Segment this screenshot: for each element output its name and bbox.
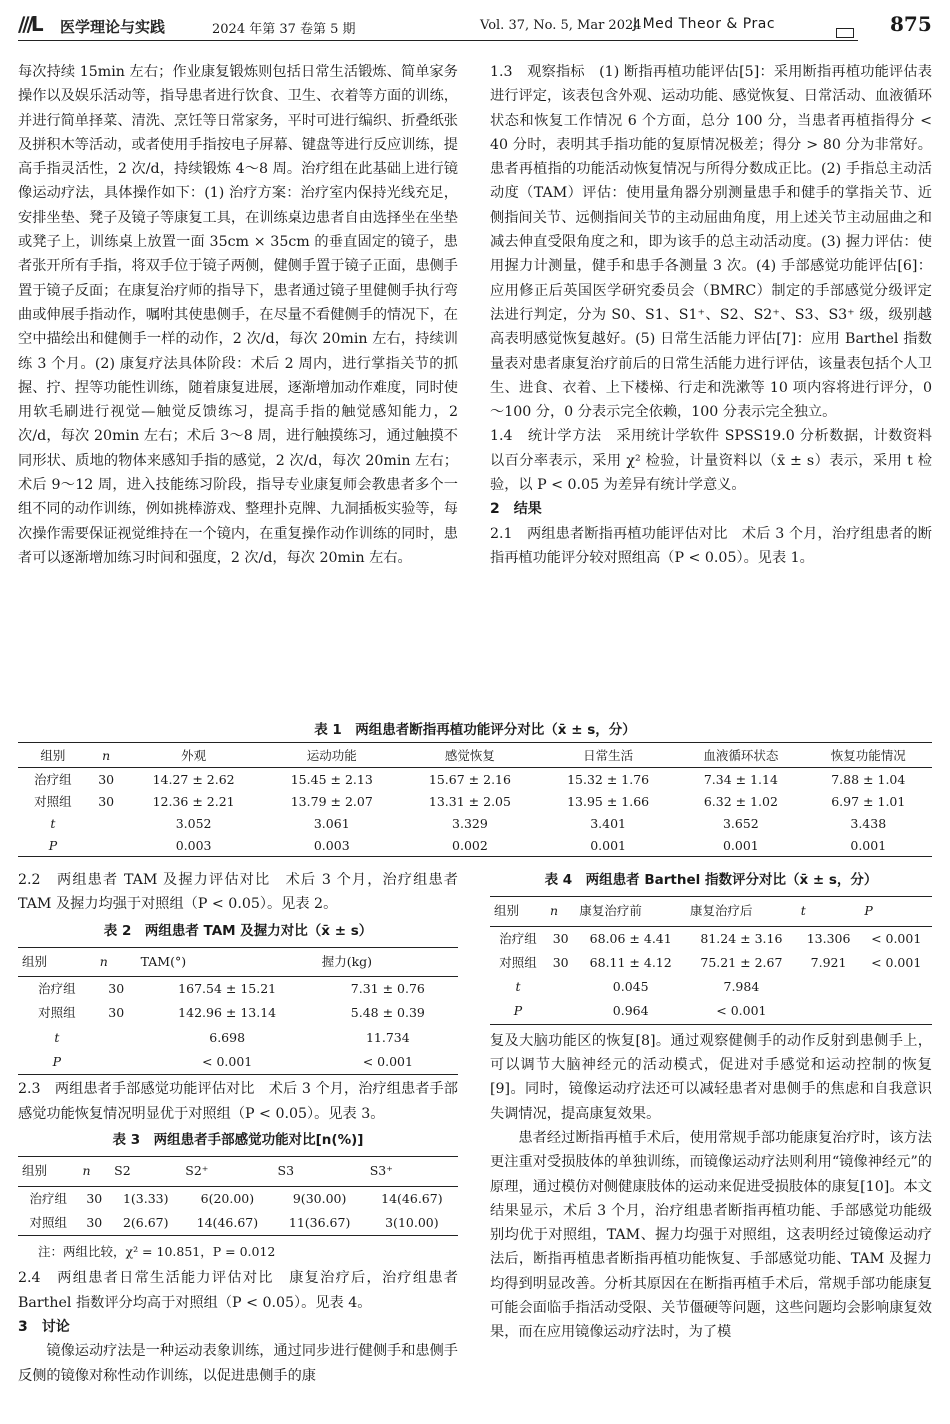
table-cell: t — [50, 815, 56, 831]
table-header-cell: n — [88, 743, 125, 768]
table-row — [490, 926, 932, 951]
table-4-grid — [490, 896, 932, 1024]
table-header-cell: 运动功能 — [263, 743, 401, 768]
table-header-cell: 组别 — [490, 897, 546, 926]
table-cell: 11(36.67) — [274, 1211, 366, 1236]
table-cell: 治疗组 — [34, 772, 72, 787]
table-row — [18, 1186, 458, 1211]
table-cell: 13.31 ± 2.05 — [428, 793, 511, 809]
discussion-paragraph-2: 患者经过断指再植手术后，使用常规手部功能康复治疗时，该方法更注重对受损肢体的单独训练，而镜像运动疗法则利用“镜像神经元”的原理，通过模仿对侧健康肢体的运动来促进受损肢体的康复[10]。本文结果显示，术后 3 个月，治疗组患者断指再植功能、手部感觉功能级别均优于对照组，TAM、握力均强于对照组，这表明经过镜像运动疗法后，断指再植患者断指再植功能恢复、手部感觉功能、TAM 及握力均得到明显改善。分析其原因在在断指再植手术后，常规手部功能康复可能会面临手指活动受限、关节僵硬等问题，这些问题均会影响康复效果，而在应用镜像运动疗法时，为了模 — [490, 1129, 932, 1341]
table-cell: 对照组 — [34, 794, 72, 809]
table-2-caption: 表 2 两组患者 TAM 及握力对比（x̄ ± s） — [103, 922, 373, 939]
table-cell: 15.67 ± 2.16 — [428, 771, 511, 787]
table-1-grid — [18, 742, 932, 857]
table-header-cell: 恢复功能情况 — [805, 743, 932, 768]
table-3-note: 注：两组比较，χ² = 10.851，P = 0.012 — [38, 1244, 276, 1260]
table-cell: 13.306 — [806, 930, 851, 946]
table-header-cell: S2⁺ — [181, 1157, 273, 1186]
table-cell: 0.003 — [263, 834, 401, 857]
table-cell: 12.36 ± 2.21 — [152, 793, 235, 809]
table-row — [18, 812, 932, 834]
page-header — [0, 0, 950, 50]
table-cell: 3.652 — [722, 815, 759, 831]
table-cell — [797, 975, 861, 999]
table-header-cell: P — [860, 897, 932, 926]
table-cell: 81.24 ± 3.16 — [700, 930, 783, 946]
table-cell: 3.329 — [452, 815, 488, 831]
table-cell: 0.964 — [575, 999, 686, 1024]
table-cell: 14(46.67) — [181, 1211, 273, 1236]
table-cell: 0.003 — [125, 834, 263, 857]
table-cell — [88, 834, 125, 857]
header-rule — [18, 40, 858, 41]
table-cell: 13.79 ± 2.07 — [290, 793, 373, 809]
table-header-cell: 组别 — [18, 1157, 78, 1186]
table-4-caption: 表 4 两组患者 Barthel 指数评分对比（x̄ ± s，分） — [544, 872, 878, 888]
table-cell: P — [18, 1050, 96, 1075]
table-cell: 30 — [108, 1005, 125, 1021]
method-paragraph: 每次持续 15min 左右；作业康复锻炼则包括日常生活锻炼、简单家务操作以及娱乐活动等，指导患者进行饮食、卫生、衣着等方面的训练，并进行简单择菜、清洗、烹饪等日常家务，平时可进行编织、折叠纸张及拼积木等活动，或者使用手指按电子屏幕、键盘等进行反应训练，提高手指灵活性，2 次/d，持续锻炼 4～8 周。治疗组在此基础上进行镜像运动疗法，具体操作如下：(1) 治疗方案：治疗室内保持光线充足，安排坐垫、凳子及镜子等康复工具，在训练桌边患者自由选择坐在坐垫或凳子上，训练桌上放置一面 35cm × 35cm 的垂直固定的镜子，患者张开所有手指，将双手位于镜子两侧，健侧手置于镜子正面，患侧手置于镜子反面；在康复治疗师的指导下，患者通过镜子里健侧手执行弯曲或伸展手指动作，嘱咐其使患侧手，在尽量不看健侧手的情况下，在空中描绘出和健侧手一样的动作，2 次/d，每次 20min 左右，持续训练 3 个月。(2) 康复疗法具体阶段：术后 2 周内，进行掌指关节的抓握、拧、捏等功能性训练，随着康复进展，逐渐增加动作难度，同时使用软毛刷进行视觉—触觉反馈练习，提高手指的触觉感知能力，2 次/d，每次 20min 左右；术后 3～8 周，进行触摸练习，通过触摸不同形状、质地的物体来感知手指的感觉，2 次/d，每次 20min 左右；术后 9～12 周，进入技能练习阶段，指导专业康复师会教患者多个一组不同的动作训练，例如挑棒游戏、整理扑克牌、九洞插板实验等，每次操作需要保证视觉维持在一个镜内，在重复操作动作训练的同时，患者可以逐渐增加练习时间和强度，2 次/d，每次 20min 左右。 — [18, 64, 458, 566]
table-header-cell: 康复治疗后 — [686, 897, 797, 926]
table-cell: 7.34 ± 1.14 — [703, 771, 778, 787]
table-cell: 30 — [552, 954, 569, 970]
table-cell: < 0.001 — [137, 1050, 318, 1075]
table-cell: 0.045 — [612, 979, 649, 995]
table-cell — [96, 1050, 137, 1075]
table-cell: P — [18, 834, 88, 857]
table-header-cell: TAM(°) — [137, 947, 318, 976]
table-3-grid — [18, 1156, 458, 1236]
table-row — [18, 768, 932, 791]
table-cell: 6.97 ± 1.01 — [831, 793, 906, 809]
table-row — [18, 1050, 458, 1075]
table-cell — [546, 999, 575, 1024]
table-row — [18, 1211, 458, 1236]
table-header-cell: 握力(kg) — [318, 947, 458, 976]
header-box-icon — [836, 28, 854, 38]
issue-info: 2024 年第 37 卷第 5 期 — [212, 22, 356, 37]
table-cell: 0.001 — [677, 834, 804, 857]
table-header-cell: 日常生活 — [539, 743, 677, 768]
table-row — [18, 1026, 458, 1050]
section-2-2: 2.2 两组患者 TAM 及握力评估对比 术后 3 个月，治疗组患者 TAM 及握力均强于对照组（P < 0.05）。见表 2。 — [18, 872, 458, 913]
table-cell: 3.061 — [313, 815, 350, 831]
table-row — [18, 1001, 458, 1025]
table-cell: 7.31 ± 0.76 — [350, 981, 425, 997]
table-cell: 30 — [78, 1211, 110, 1236]
table-1 — [18, 718, 932, 857]
table-row — [490, 951, 932, 975]
table-cell: 68.06 ± 4.41 — [589, 930, 672, 946]
table-header-cell: t — [797, 897, 861, 926]
table-cell: 3.052 — [175, 815, 212, 831]
table-row — [18, 977, 458, 1002]
table-header-cell: n — [546, 897, 575, 926]
right-column-bottom — [490, 868, 932, 1345]
table-cell: 7.88 ± 1.04 — [831, 771, 906, 787]
table-header-cell: 外观 — [125, 743, 263, 768]
table-cell: 15.45 ± 2.13 — [290, 771, 373, 787]
table-cell: 治疗组 — [29, 1190, 67, 1206]
table-cell: 对照组 — [18, 1211, 78, 1236]
table-row — [18, 790, 932, 812]
table-cell: 30 — [552, 930, 569, 946]
table-header-cell: n — [96, 947, 137, 976]
section-2-1: 2.1 两组患者断指再植功能评估对比 术后 3 个月，治疗组患者的断指再植功能评分较对照组高（P < 0.05）。见表 1。 — [490, 525, 932, 566]
section-1-4: 1.4 统计学方法 采用统计学软件 SPSS19.0 分析数据，计数资料以百分率表示，采用 χ² 检验，计量资料以（x̄ ± s）表示，采用 t 检验，以 P < 0.05 为差异有统计学意义。 — [490, 428, 932, 494]
table-cell: 7.921 — [810, 954, 847, 970]
table-3-caption: 表 3 两组患者手部感觉功能对比[n(%)] — [112, 1131, 364, 1148]
left-column-top — [18, 60, 458, 570]
table-2-grid — [18, 947, 458, 1075]
table-cell: 15.32 ± 1.76 — [567, 771, 650, 787]
table-cell: 167.54 ± 15.21 — [178, 981, 277, 997]
table-cell: P — [490, 999, 546, 1024]
table-header-cell: 康复治疗前 — [575, 897, 686, 926]
table-cell: 75.21 ± 2.67 — [700, 954, 783, 970]
table-cell: t — [54, 1029, 60, 1045]
section-2-4: 2.4 两组患者日常生活能力评估对比 康复治疗后，治疗组患者 Barthel 指数评分均高于对照组（P < 0.05）。见表 4。 — [18, 1270, 458, 1311]
table-cell: 治疗组 — [38, 981, 76, 997]
table-header-cell: S3⁺ — [366, 1157, 458, 1186]
table-cell: 6.32 ± 1.02 — [703, 793, 778, 809]
table-header-cell: 组别 — [18, 743, 88, 768]
table-cell: 68.11 ± 4.12 — [589, 954, 672, 970]
discussion-paragraph-continued: 复及大脑功能区的恢复[8]。通过观察健侧手的动作反射到患侧手上，可以调节大脑神经元的活动模式，促进对手感觉和运动控制的恢复[9]。同时，镜像运动疗法还可以减轻患者对患侧手的焦虑和自我意识失调情况，提高康复效果。 — [490, 1032, 932, 1122]
journal-logo-icon: ∕∕∕L — [18, 12, 41, 36]
table-cell: 14.27 ± 2.62 — [152, 771, 235, 787]
table-header-cell: S3 — [274, 1157, 366, 1186]
table-cell: 11.734 — [365, 1029, 410, 1045]
table-header-cell: 感觉恢复 — [401, 743, 539, 768]
table-cell: 3.438 — [850, 815, 887, 831]
table-1-caption: 表 1 两组患者断指再植功能评分对比（x̄ ± s，分） — [314, 722, 636, 738]
table-cell — [797, 999, 861, 1024]
table-row — [490, 975, 932, 999]
table-cell — [96, 1026, 137, 1050]
table-cell: 6(20.00) — [200, 1190, 255, 1206]
section-3-heading: 3 讨论 — [18, 1319, 70, 1336]
table-cell: 3(10.00) — [366, 1211, 458, 1236]
right-column-top — [490, 60, 932, 570]
section-2-heading: 2 结果 — [490, 501, 542, 518]
table-cell — [546, 975, 575, 999]
table-cell: 5.48 ± 0.39 — [350, 1005, 425, 1021]
table-cell: < 0.001 — [871, 954, 922, 970]
table-cell: 2(6.67) — [110, 1211, 181, 1236]
table-header-cell: n — [78, 1157, 110, 1186]
table-cell: 治疗组 — [499, 930, 537, 946]
table-cell: 0.002 — [401, 834, 539, 857]
table-cell: 对照组 — [499, 954, 537, 970]
journal-abbreviation: J Med Theor & Prac — [633, 16, 776, 32]
table-cell: 30 — [98, 771, 115, 787]
left-column-bottom — [18, 868, 458, 1388]
discussion-paragraph-1: 镜像运动疗法是一种运动表象训练，通过同步进行健侧手和患侧手反侧的镜像对称性动作训练，以促进患侧手的康 — [18, 1343, 458, 1384]
table-cell: 30 — [108, 981, 125, 997]
table-header-cell: 组别 — [18, 947, 96, 976]
table-cell: 3.401 — [590, 815, 626, 831]
table-cell: 7.984 — [723, 979, 760, 995]
table-cell: t — [515, 979, 521, 995]
table-cell: 0.001 — [805, 834, 932, 857]
table-cell: < 0.001 — [686, 999, 797, 1024]
table-cell — [88, 812, 125, 834]
table-cell — [860, 999, 932, 1024]
section-2-3: 2.3 两组患者手部感觉功能评估对比 术后 3 个月，治疗组患者手部感觉功能恢复情况明显优于对照组（P < 0.05）。见表 3。 — [18, 1081, 458, 1122]
table-cell: 0.001 — [539, 834, 677, 857]
table-cell — [860, 975, 932, 999]
table-cell: < 0.001 — [318, 1050, 458, 1075]
table-cell: < 0.001 — [871, 930, 922, 946]
table-cell: 30 — [86, 1190, 103, 1206]
volume-info: Vol. 37, No. 5, Mar 2024 — [480, 18, 642, 33]
table-header-cell: S2 — [110, 1157, 181, 1186]
table-cell: 142.96 ± 13.14 — [178, 1005, 277, 1021]
table-cell: 13.95 ± 1.66 — [567, 793, 650, 809]
journal-name: 医学理论与实践 — [60, 18, 166, 36]
table-cell: 30 — [98, 793, 115, 809]
table-row — [490, 999, 932, 1024]
table-row — [18, 834, 932, 857]
page-number: 875 — [890, 12, 932, 36]
section-1-3: 1.3 观察指标 (1) 断指再植功能评估[5]：采用断指再植功能评估表进行评定，该表包含外观、运动功能、感觉恢复、日常活动、血液循环状态和恢复工作情况 6 个方面，总分 100 分，当患者再植指得分 < 40 分时，表明其手指功能的复原情况极差；得分 > 80 分为非常好。患者再植指的功能活动恢复情况与所得分数成正比。(2) 手指总主动活动度（TAM）评估：使用量角器分别测量患手和健手的掌指关节、近侧指间关节、远侧指间关节的主动屈曲角度，用上述关节主动屈曲之和减去伸直受限角度之和，即为该手的总主动活动度。(3) 握力评估：使用握力计测量，健手和患手各测量 3 次。(4) 手部感觉功能评估[6]：应用修正后英国医学研究委员会（BMRC）制定的手部感觉分级评定法进行判定，分为 S0、S1、S1⁺、S2、S2⁺、S3、S3⁺ 级，级别越高表明感觉恢复越好。(5) 日常生活能力评估[7]：应用 Barthel 指数量表对患者康复治疗前后的日常生活能力进行评估，该量表包括个人卫生、进食、衣着、上下楼梯、行走和洗漱等 10 项内容将进行评分，0～100 分，0 分表示完全依赖，100 分表示完全独立。 — [490, 64, 932, 421]
table-cell: 1(3.33) — [122, 1190, 169, 1206]
table-cell: 9(30.00) — [292, 1190, 347, 1206]
table-cell: 14(46.67) — [381, 1190, 443, 1206]
table-cell: 6.698 — [209, 1029, 246, 1045]
table-header-cell: 血液循环状态 — [677, 743, 804, 768]
table-cell: 对照组 — [38, 1005, 76, 1021]
